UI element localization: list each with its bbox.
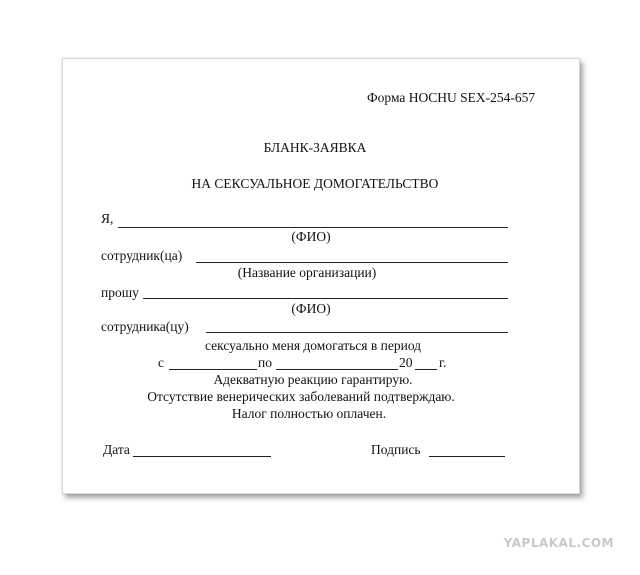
date-label: Дата bbox=[103, 442, 130, 457]
date-from-field-line[interactable] bbox=[169, 369, 257, 370]
year-prefix: 20 bbox=[399, 355, 413, 370]
signature-field-line[interactable] bbox=[429, 456, 505, 457]
date-from-label: с bbox=[158, 355, 164, 370]
date-field-line[interactable] bbox=[133, 456, 271, 457]
request-label: прошу bbox=[101, 285, 139, 300]
target-organization-field-line[interactable] bbox=[206, 332, 508, 333]
organization-field-line[interactable] bbox=[196, 262, 508, 263]
target-name-caption: (ФИО) bbox=[291, 301, 331, 316]
target-name-field-line[interactable] bbox=[143, 298, 508, 299]
date-to-label: по bbox=[258, 355, 272, 370]
form-sheet bbox=[62, 58, 580, 494]
form-subtitle: НА СЕКСУАЛЬНОЕ ДОМОГАТЕЛЬСТВО bbox=[191, 176, 439, 191]
form-code: Форма HOCHU SEX-254-657 bbox=[367, 90, 536, 105]
employee-label: сотрудник(ца) bbox=[101, 248, 183, 263]
statement-reaction: Адекватную реакцию гарантирую. bbox=[213, 372, 413, 387]
target-employee-label: сотрудника(цу) bbox=[101, 319, 189, 334]
watermark: YAPLAKAL.COM bbox=[503, 536, 614, 550]
name-caption: (ФИО) bbox=[291, 229, 331, 244]
year-field-line[interactable] bbox=[415, 369, 437, 370]
year-suffix: г. bbox=[439, 355, 447, 370]
statement-health: Отсутствие венерических заболеваний подтверждаю. bbox=[147, 389, 455, 404]
statement-tax: Налог полностью оплачен. bbox=[231, 406, 387, 421]
organization-caption: (Название организации) bbox=[237, 265, 377, 280]
form-title: БЛАНК-ЗАЯВКА bbox=[263, 140, 367, 155]
name-label: Я, bbox=[101, 211, 114, 226]
signature-label: Подпись bbox=[371, 442, 421, 457]
period-text: сексуально меня домогаться в период bbox=[204, 338, 422, 353]
name-field-line[interactable] bbox=[118, 227, 508, 228]
date-to-field-line[interactable] bbox=[276, 369, 398, 370]
